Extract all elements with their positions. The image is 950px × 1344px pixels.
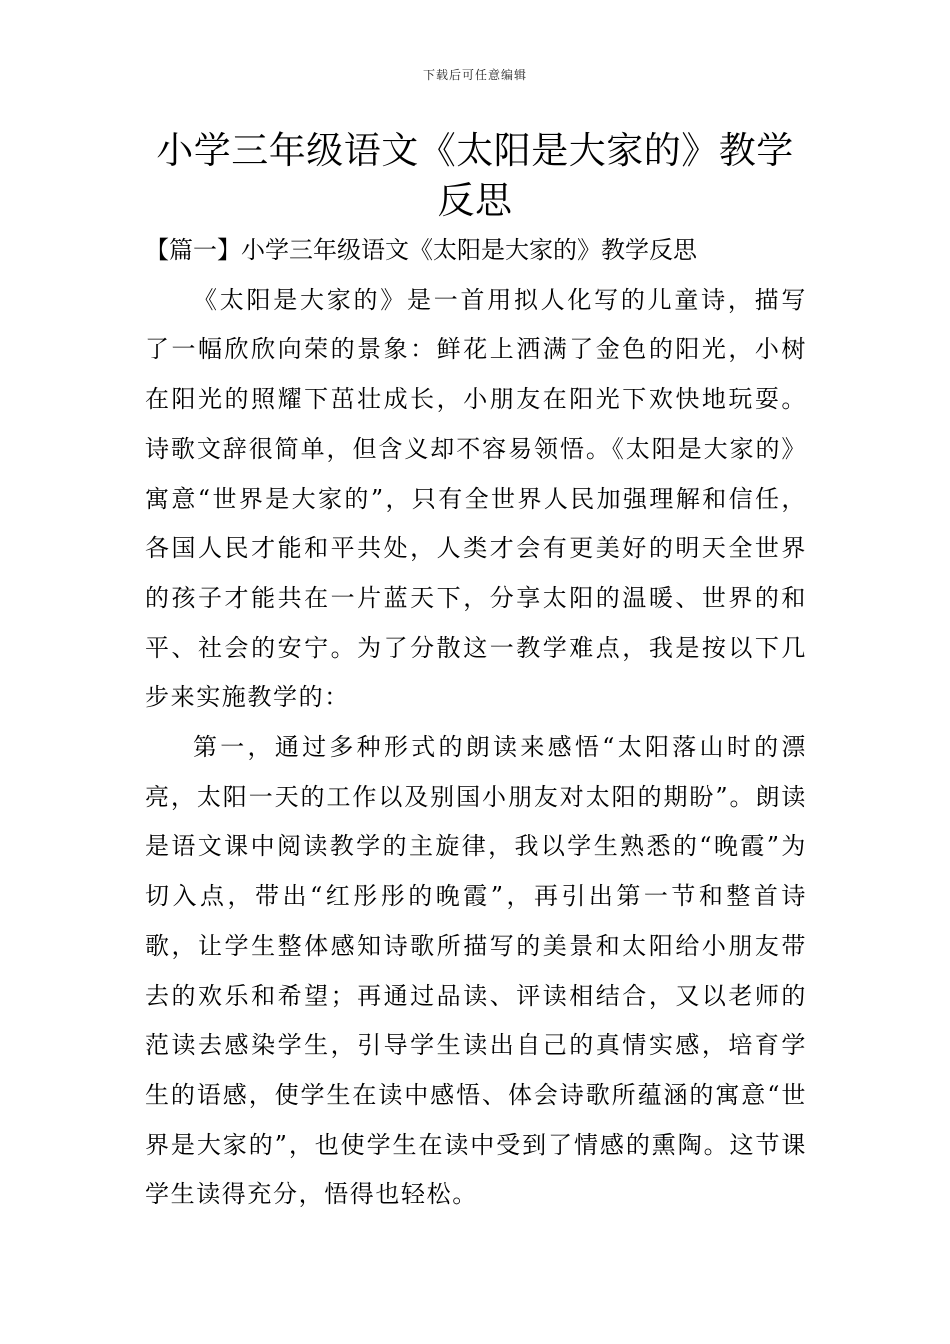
paragraph: 《太阳是大家的》是一首用拟人化写的儿童诗，描写了一幅欣欣向荣的景象：鲜花上洒满了金色的阳光，小树在阳光的照耀下茁壮成长，小朋友在阳光下欢快地玩耍。诗歌文辞很简单，但含义却不容易领悟。《太阳是大家的》寓意“世界是大家的”，只有全世界人民加强理解和信任，各国人民才能和平共处，人类才会有更美好的明天全世界的孩子才能共在一片蓝天下，分享太阳的温暖、世界的和平、社会的安宁。为了分散这一教学难点，我是按以下几步来实施教学的： bbox=[145, 285, 807, 712]
document-body bbox=[145, 226, 807, 1220]
header-note: 下载后可任意编辑 bbox=[422, 68, 527, 82]
page-title: 小学三年级语文《太阳是大家的》教学反思 bbox=[156, 129, 794, 222]
section-subheading: 【篇一】小学三年级语文《太阳是大家的》教学反思 bbox=[145, 236, 697, 264]
paragraph: 第一，通过多种形式的朗读来感悟“太阳落山时的漂亮，太阳一天的工作以及别国小朋友对太阳的期盼”。朗读是语文课中阅读教学的主旋律，我以学生熟悉的“晚霞”为切入点，带出“红彤彤的晚霞”，再引出第一节和整首诗歌，让学生整体感知诗歌所描写的美景和太阳给小朋友带去的欢乐和希望；再通过品读、评读相结合，又以老师的范读去感染学生，引导学生读出自己的真情实感，培育学生的语感，使学生在读中感悟、体会诗歌所蕴涵的寓意“世界是大家的”，也使学生在读中受到了情感的熏陶。这节课学生读得充分，悟得也轻松。 bbox=[145, 733, 807, 1209]
